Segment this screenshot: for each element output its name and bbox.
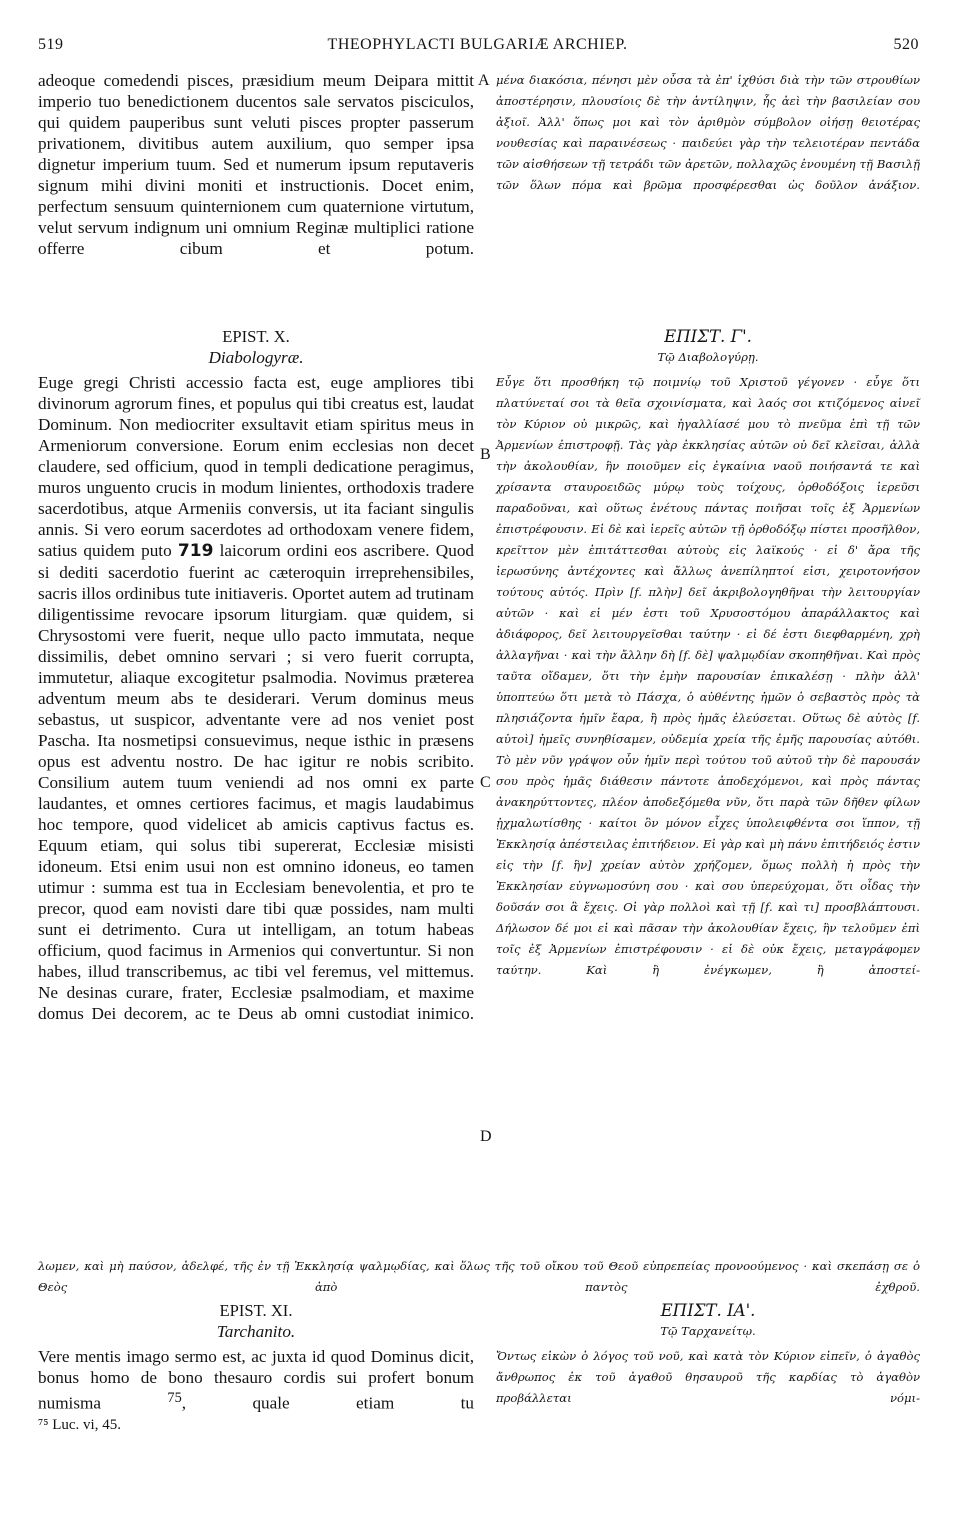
latin-epistle-10-body [38,372,474,1045]
running-title: THEOPHYLACTI BULGARIÆ ARCHIEP. [327,36,628,53]
latin-epistle-10-heading: EPIST. X. [222,327,290,346]
latin-paragraph-1: adeoque comedendi pisces, præsidium meum Deipara mittit imperio tuo benedictionem ducentos sale servatos pisciculos, qui quidem pauperibus sunt veluti pisces propter passerum privationem, divitibus autem auxilium, quo semper ipsa dignetur imperium tuum. Sed et numerum ipsum reputaveris signum mihi divini moniti et instructionis. Docet enim, perfectum sensuum quinternionem cum quaternione virtutum, velut servum indignum uni omnium Reginæ multiplici ratione offerre cibum et potum. [38,71,474,258]
greek-paragraph-2: Εὖγε ὅτι προσθήκη τῷ ποιμνίῳ τοῦ Χριστοῦ γέγονεν · εὖγε ὅτι πλατύνεταί σοι τὰ θεῖα σχοινίσματα, καὶ λαός σοι κτιζόμενος αἰνεῖ τὸν Κύριον οὐ μικρῶς, καὶ ἠγαλλίασέ μου τὸ πνεῦμα ἐπὶ τῇ τῶν Ἀρμενίων ἐπιστροφῇ. Τὰς γὰρ ἐκκλησίας αὐτῶν οὐ δεῖ κλεῖσαι, ἀλλὰ τὴν ἀκολουθίαν, ἣν ποιοῦμεν εἰς ἐγκαίνια ναοῦ ποιήσαντά τε καὶ χρίσαντα σταυροειδῶς μύρῳ τοὺς τοίχους, ὀρθοδόξοις ἱερεῦσι παραδοῦναι, καὶ οὕτως ἐνέτους πάντας ποιῆσαι τοῖς ἐξ Ἀρμενίων ἐπιστρέφουσιν. Εἰ δὲ καὶ ἱερεῖς αὐτῶν τῇ ὀρθοδόξῳ πίστει προσῆλθον, κρεῖττον μὲν ἐπιτάττεσθαι αὐτοὺς εἰς λαϊκούς · εἰ δ' ἄρα τῆς ἱερωσύνης ἀντέχοντες καὶ ἄλλως ἀνεπίληπτοί εἰσι, χειροτονήσον τούτους αὐτός. Πρὶν [f. πλὴν] δεῖ ἀκριβολογηθῆναι τὴν λειτουργίαν αὐτῶν · καὶ εἰ μέν ἐστι τοῦ Χρυσοστόμου ἀπαράλλακτος καὶ ἀδιάφορος, δεῖ λειτουργεῖσθαι ταύτην · εἰ δέ ἐστι διεφθαρμένη, χρὴ ἀλλαγῆναι · καὶ τὴν ἄλλην δὴ [f. δὲ] ψαλμῳδίαν σκοπηθῆναι. Καὶ πρὸς ταῦτα οἴδαμεν, ὅτι τὴν ἐμὴν παρουσίαν ἐπικαλέσῃ · πλὴν ἀλλ' ὑποπτεύω ὅτι μετὰ τὸ Πάσχα, ὁ αὐθέντης ἡμῶν ὁ σεβαστὸς πρὸς τὰ πλησιάζοντα ἡμῖν ἔαρα, ἢ πρὸς ἡμᾶς ἐλεύσεται. Οὕτως δὲ αὐτὸς [f. αὐτοὶ] ἡμεῖς συνηθίσαμεν, οὐδεμία χρεία τῆς ἐμῆς παρουσίας αὐτόθι. Τὸ μὲν νῦν γράψον οὖν ἡμῖν περὶ τούτου τοῦ αὐτοῦ τὴν δὲ παρουσάν σου πρὸς ἡμᾶς διάθεσιν πάντοτε ἀποδεχόμενοι, καὶ πρὸς πάντας ἀνακηρύττοντες, πλέον ἀποδεξόμεθα νῦν, ὅτι παρὰ τῶν δῆθεν φίλων ᾐχμαλωτίσθης · καίτοι ὃν μόνον εἶχες ὑπολειφθέντα σοι ἵππον, τῇ Ἐκκλησίᾳ ἀπέστειλας ἐπιτήδειον. Εἰ γὰρ καὶ μὴ πάνυ ἐπιτήδειός ἐστιν εἰς τὴν [f. ἣν] χρείαν αὐτὸν χρήζομεν, ὅμως πολλὴ ἡ πρὸς τὴν Ἐκκλησίαν εὐγνωμοσύνη σου · καὶ σου ὑπερεύχομαι, ὅτι οἶδας τὴν δοῦσάν σοι ἃ ἔχεις. Οἱ γὰρ πολλοὶ καὶ τῇ [f. καὶ τι] προσβλάπτουσι. Δήλωσον δέ μοι εἰ καὶ πᾶσαν τὴν ἀκολουθίαν ἔχεις, ἣν τελοῦμεν ἐπὶ τοῖς ἐξ Ἀρμενίων ἐπιστρέφουσιν · εἰ δὲ οὐκ ἔχεις, μεταγράφομεν ταύτην. Καὶ ἢ ἐνέγκωμεν, ἢ ἀποστεί- [496,375,920,977]
margin-letter-d: D [480,1128,492,1145]
greek-epistle-10-heading: ΕΠΙΣΤ. Γ'. [664,327,752,346]
latin-paragraph-2 [38,372,474,1045]
latin-column-top [38,70,474,280]
latin-paragraph-3-part-b: , quale etiam tu [181,1393,474,1413]
greek-paragraph-3: Ὄντως εἰκὼν ὁ λόγος τοῦ νοῦ, καὶ κατὰ τὸν Κύριον εἰπεῖν, ὁ ἀγαθὸς ἄνθρωπος ἐκ τοῦ ἀγαθοῦ θησαυροῦ τῆς καρδίας τὸ ἀγαθὸν προβάλλεται νόμι- [496,1349,920,1405]
greek-paragraph-1: μένα διακόσια, πένησι μὲν οὖσα τὰ ἐπ' ἰχθύσι διὰ τὴν τῶν στρουθίων ἀποστέρησιν, πλουσίοις δὲ τὴν ἀντίληψιν, ἧς ἀεὶ τὴν βασιλείαν σου ἀξιοῖ. Ἀλλ' ὅπως μοι καὶ τὸν ἀριθμὸν σύμβολον οἰήσῃ θειοτέρας νουθεσίας καὶ παραινέσεως · παιδεύει γὰρ τὴν τελειοτέραν πεντάδα τῶν αἰσθήσεων τῇ τετράδι τῶν ἀρετῶν, πολλαχῶς ἑνουμένη τῇ Βασιλῇ τῶν ὅλων πόμα καὶ βρῶμα προσφέρεσθαι ὡς δοῦλον ἀνάξιον. [496,73,920,192]
latin-epistle-10-addressee: Diabologyræ. [208,348,304,367]
footnote-ref: 75 [167,1390,182,1406]
column-number: 719 [177,541,214,561]
left-page-number: 519 [38,36,64,53]
margin-letter-a: A [478,72,490,89]
margin-letter-c: C [480,774,491,791]
latin-paragraph-2-part-a: Euge gregi Christi accessio facta est, euge ampliores tibi divinorum agrorum fines, et populus qui tibi creatus est, laudat Dominum. Non mediocriter exsultavit etiam spiritus meus in Armeniorum conversione. Eorum enim ecclesias non decet claudere, sed officium, quod in templi dedicatione peragimus, muros unguento crucis in modum linientes, orthodoxis tradere sacerdotibus, atque Armeniis conversis, ut ita faciant singulis annis. Si vero eorum sacerdotes ad orthodoxam venere fidem, satius quidem puto [38,373,474,560]
right-page-number: 520 [893,36,919,53]
footnote: ⁷⁵ Luc. vi, 45. [38,1417,121,1433]
latin-epistle-11-addressee: Tarchanito. [216,1322,296,1341]
greek-paragraph-2-tail: λωμεν, καὶ μὴ παύσον, ἀδελφέ, τῆς ἐν τῇ Ἐκκλησίᾳ ψαλμῳδίας, καὶ ὅλως τῆς τοῦ οἴκου τοῦ Θεοῦ εὐπρεπείας προνοούμενος · καὶ σκεπάσῃ σε ὁ Θεὸς ἀπὸ παντὸς ἐχθροῦ. [38,1259,920,1294]
greek-epistle-11-body [496,1346,920,1430]
margin-letter-b: B [480,446,491,463]
greek-epistle-10-body [496,372,920,1002]
greek-epistle-11-addressee: Τῷ Ταρχανείτῳ. [660,1324,756,1338]
latin-epistle-11-heading: EPIST. XI. [219,1301,293,1320]
latin-paragraph-3-part-a: Vere mentis imago sermo est, ac juxta id quod Dominus dicit, bonus homo de bono thesauro cordis sui profert bonum numisma [38,1347,474,1413]
latin-paragraph-2-part-b: laicorum ordini eos ascribere. Quod si dediti sacerdotio fuerint ac cæteroquin irreprehensibiles, sacris illos ordinibus tute initiaveris. Oportet autem ad trutinam diligentissime revocare ipsorum liturgiam. quæ quidem, si Chrysostomi vere fuerit, neque ullo pacto immutata, neque dissimilis, debet omnino servari ; si vero fuerit corrupta, immutetur, aliaque excogitetur psalmodia. Novimus præterea adventum meum abs te desiderari. Verum dominus meus sebastus, ut suspicor, adventante vere ad nos veniet post Pascha. Ita nosmetipsi consuevimus, neque isthic in præsens opus est adventu nostro. De hac igitur re nobis scribito. Consilium autem tuum veniendi ad nos omni ex parte laudantes, et omnes certiores facimus, et magis laudabimus hoc tempore, quod videlicet ab amicis captivus factus es. Equum etiam, qui solus tibi supererat, Ecclesiæ misisti idoneum. Etsi enim usui non est omnino idoneus, eo tamen utimur : summa est tua in Ecclesiam benevolentia, et pro te precor, quod eam novisti dare tibi quæ possides, nam multi sunt ei detrimento. Cura ut intelligam, an totum habeas officium, quod facimus in Armenios qui convertuntur. Si non habes, illud transcribemus, ac tibi vel feremus, vel mittemus. Ne desinas curare, frater, Ecclesiæ psalmodiam, et maxime domus Dei decorem, ac te Deus ab omni custodiat inimico. [38,541,475,1023]
greek-column-top [496,70,920,217]
greek-epistle-10-addressee: Τῷ Διαβολογύρῃ. [657,350,759,364]
greek-epistle-11-heading: ΕΠΙΣΤ. ΙΑ'. [660,1301,756,1320]
